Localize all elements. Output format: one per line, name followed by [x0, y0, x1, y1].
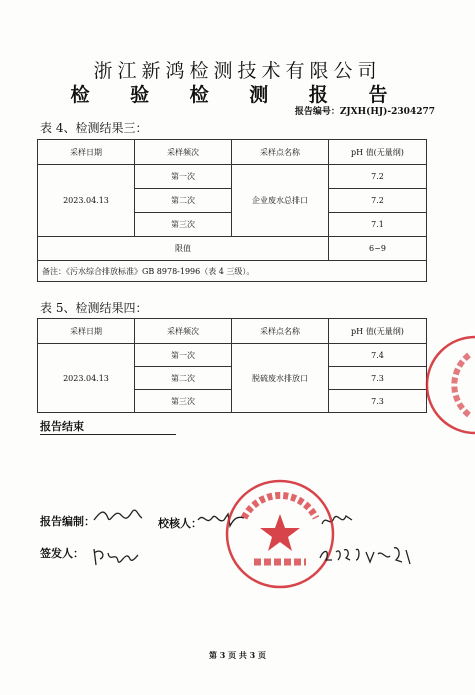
table5-freq-1: 第一次 [135, 344, 232, 367]
report-title: 检 验 检 测 报 告 [70, 84, 405, 106]
handwritten-date [318, 540, 416, 570]
table5 [37, 318, 427, 413]
approver-label: 签发人： [40, 547, 84, 560]
report-end-rule [40, 434, 176, 435]
table5-ph-2: 7.3 [329, 367, 427, 390]
table5-col-freq: 采样频次 [135, 319, 232, 344]
report-end: 报告结束 [40, 420, 84, 433]
approver-signature [92, 545, 140, 569]
table4-col-ph: pH 值(无量纲) [329, 140, 427, 165]
table5-freq-2: 第二次 [135, 367, 232, 390]
table4-heading: 表 4、检测结果三： [40, 121, 148, 135]
reviewer-label: 校核人： [158, 517, 202, 530]
table4-col-date: 采样日期 [38, 140, 135, 165]
table-row [38, 344, 427, 367]
table5-col-point: 采样点名称 [232, 319, 329, 344]
report-number [295, 104, 435, 117]
table4-note: 备注：《污水综合排放标准》GB 8978-1996（表 4 三级）。 [38, 261, 427, 282]
page-number: 第 3 页 共 3 页 [208, 650, 267, 660]
table5-date: 2023.04.13 [38, 344, 135, 413]
table4-header-row [38, 140, 427, 165]
table4-ph-1: 7.2 [329, 165, 427, 189]
table4-ph-2: 7.2 [329, 189, 427, 213]
table4-date: 2023.04.13 [38, 165, 135, 237]
table5-ph-1: 7.4 [329, 344, 427, 367]
table4-ph-3: 7.1 [329, 213, 427, 237]
table4-freq-1: 第一次 [135, 165, 232, 189]
table4-limit-label: 限值 [38, 237, 329, 261]
table5-heading: 表 5、检测结果四： [40, 301, 148, 315]
table4-freq-3: 第三次 [135, 213, 232, 237]
cross-page-seal [445, 335, 475, 435]
report-number-value: ZJXH(HJ)-2304277 [339, 107, 435, 117]
table4-col-freq: 采样频次 [135, 140, 232, 165]
table5-point: 脱硫废水排放口 [232, 344, 329, 413]
compiler-label: 报告编制： [40, 515, 95, 528]
official-stamp-seal [224, 478, 336, 590]
table5-col-ph: pH 值(无量纲) [329, 319, 427, 344]
company-name: 浙江新鸿检测技术有限公司 [93, 60, 382, 82]
table5-col-date: 采样日期 [38, 319, 135, 344]
table5-ph-3: 7.3 [329, 390, 427, 413]
table4-limit-row [38, 237, 427, 261]
table4-point: 企业废水总排口 [232, 165, 329, 237]
report-number-label: 报告编号： [294, 107, 340, 117]
table4-freq-2: 第二次 [135, 189, 232, 213]
table4-limit-value: 6~9 [329, 237, 427, 261]
table4-note-row [38, 261, 427, 282]
table4-col-point: 采样点名称 [232, 140, 329, 165]
table4 [37, 139, 427, 282]
table-row [38, 165, 427, 189]
table5-header-row [38, 319, 427, 344]
table5-freq-3: 第三次 [135, 390, 232, 413]
compiler-signature [92, 500, 144, 530]
